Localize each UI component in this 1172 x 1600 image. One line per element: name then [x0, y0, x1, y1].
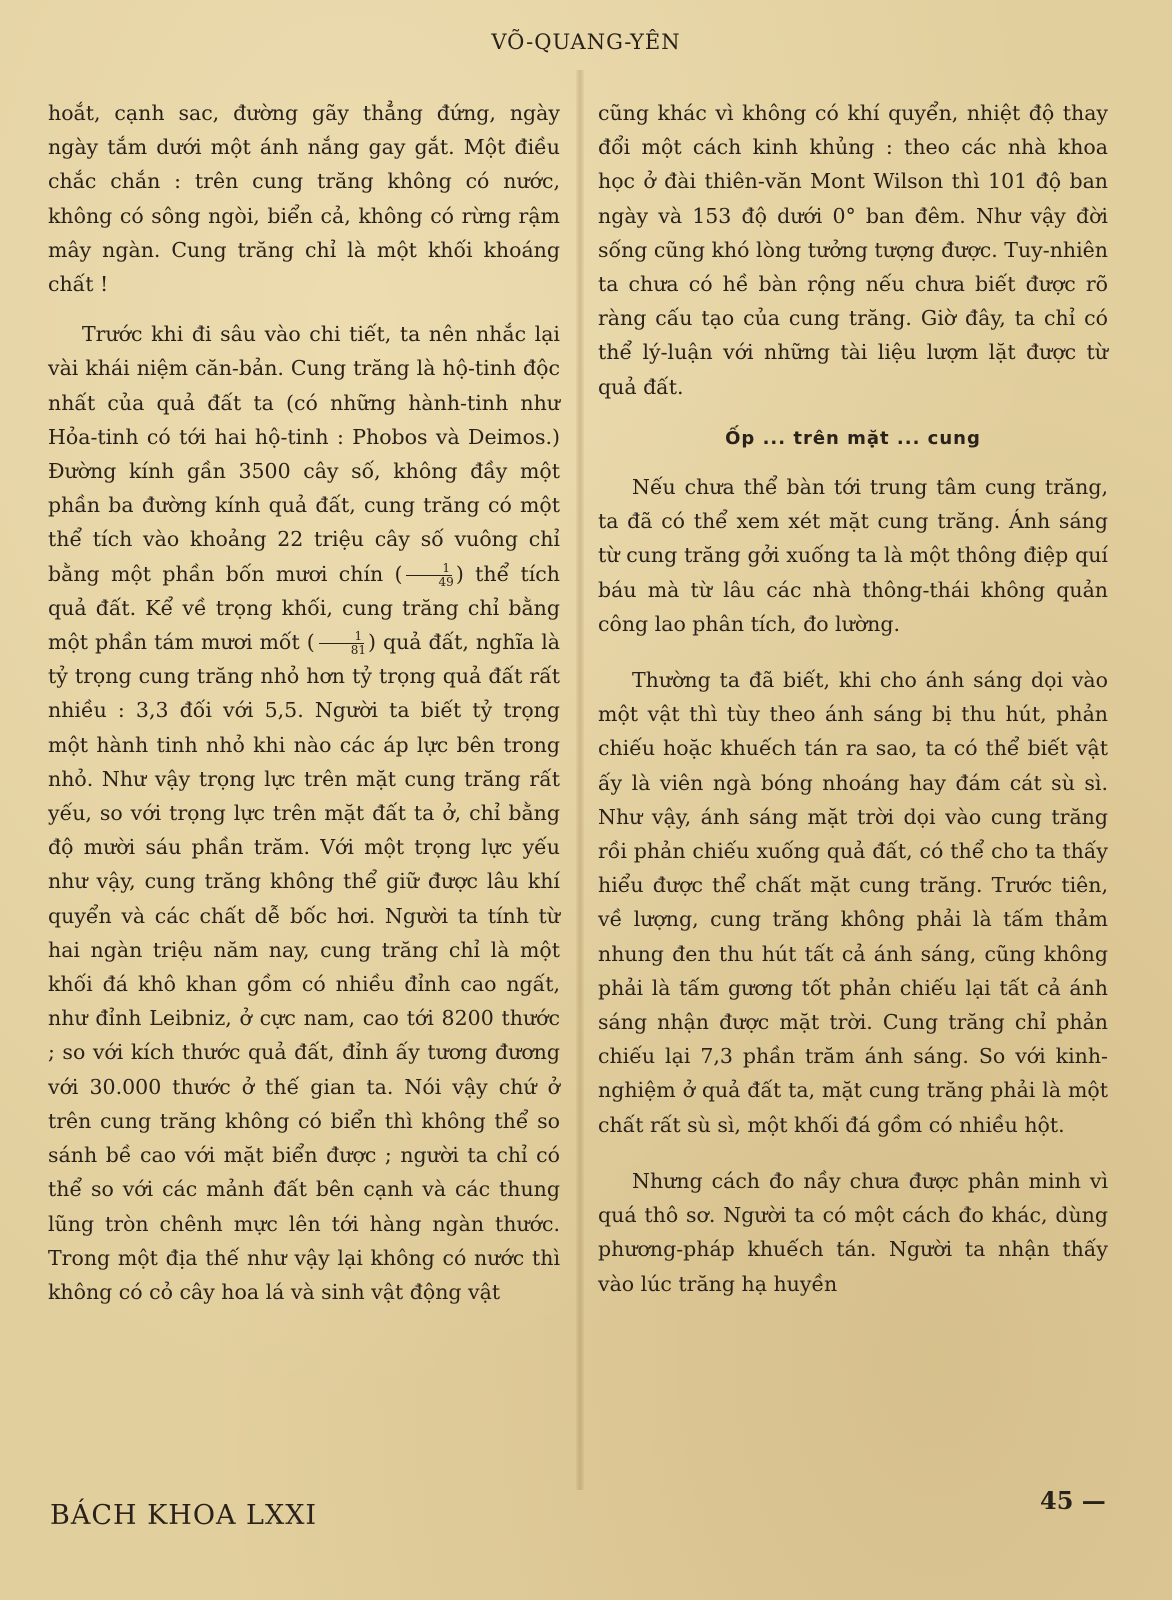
column-gutter	[576, 70, 584, 1490]
fraction-numerator: 1	[319, 630, 365, 644]
left-paragraph-2-part-a: Trước khi đi sâu vào chi tiết, ta nên nhắc lại vài khái niệm căn-bản. Cung trăng là hộ-tinh độc nhất của quả đất ta (có những hành-tinh như Hỏa-tinh có tới hai hộ-tinh : Phobos và Deimos.) Đường kính gần 3500 cây số, không đầy một phần ba đường kính quả đất, cung trăng có một thể tích vào khoảng 22 triệu cây số vuông chỉ bằng một phần bốn mươi chín (	[48, 322, 560, 586]
running-title: VÕ-QUANG-YÊN	[491, 30, 681, 54]
left-column	[48, 96, 560, 1309]
fraction-one-forty-ninth	[405, 562, 454, 589]
left-paragraph-1: hoắt, cạnh sac, đường gãy thẳng đứng, ngày ngày tắm dưới một ánh nắng gay gắt. Một điều chắc chắn : trên cung trăng không có nước, không có sông ngòi, biển cả, không có rừng rậm mây ngàn. Cung trăng chỉ là một khối khoáng chất !	[48, 101, 560, 297]
section-subheading: Ốp ... trên mặt ... cung	[725, 427, 981, 449]
page-number: 45 —	[1040, 1486, 1106, 1515]
fraction-one-eighty-first	[317, 630, 366, 657]
left-paragraph-2-part-b: ) thể tích quả đất. Kể về trọng khối, cung trăng chỉ bằng một phần tám mươi mốt (	[48, 561, 560, 655]
left-paragraph-2	[48, 317, 560, 1309]
fraction-denominator: 81	[350, 643, 366, 658]
right-paragraph-4: Nhưng cách đo nầy chưa được phân minh vì quá thô sơ. Người ta có một cách đo khác, dùng phương-pháp khuếch tán. Người ta nhận thấy vào lúc trăng hạ huyền	[598, 1168, 1108, 1296]
right-paragraph-1: cũng khác vì không có khí quyển, nhiệt độ thay đổi một cách kinh khủng : theo các nhà khoa học ở đài thiên-văn Mont Wilson thì 101 độ ban ngày và 153 độ dưới 0° ban đêm. Như vậy đời sống cũng khó lòng tưởng tượng được. Tuy-nhiên ta chưa có hề bàn rộng nếu chưa biết được rõ ràng cấu tạo của cung trăng. Giờ đây, ta chỉ có thể lý-luận với những tài liệu lượm lặt được từ quả đất.	[598, 101, 1108, 399]
fraction-numerator: 1	[406, 562, 452, 576]
left-paragraph-2-part-c: ) quả đất, nghĩa là tỷ trọng cung trăng nhỏ hơn tỷ trọng quả đất rất nhiều : 3,3 đối với 5,5. Người ta biết tỷ trọng một hành tinh nhỏ khi nào các áp lực bên trong nhỏ. Như vậy trọng lực trên mặt cung trăng rất yếu, so với trọng lực trên mặt đất ta ở, chỉ bằng độ mười sáu phần trăm. Với một trọng lực yếu như vậy, cung trăng không thể giữ được lâu khí quyển và các chất dễ bốc hơi. Người ta tính từ hai ngàn triệu năm nay, cung trăng chỉ là một khối đá khô khan gồm có nhiều đỉnh cao ngất, như đỉnh Leibniz, ở cực nam, cao tới 8200 thước ; so với kích thước quả đất, đỉnh ấy tương đương với 30.000 thước ở thế gian ta. Nói vậy chứ ở trên cung trăng không có biển thì không thể so sánh bề cao với mặt biển được ; người ta chỉ có thể so với các mảnh đất bên cạnh và các thung lũng tròn chênh mực lên tới hàng ngàn thước. Trong một địa thế như vậy lại không có nước thì không có cỏ cây hoa lá và sinh vật động vật	[48, 630, 560, 1304]
right-paragraph-2: Nếu chưa thể bàn tới trung tâm cung trăng, ta đã có thể xem xét mặt cung trăng. Ánh sáng từ cung trăng gởi xuống ta là một thông điệp quí báu mà từ lâu các nhà thông-thái không quản công lao phân tích, đo lường.	[598, 475, 1108, 636]
fraction-denominator: 49	[438, 574, 454, 589]
magazine-name: BÁCH KHOA LXXI	[50, 1500, 318, 1531]
right-paragraph-3: Thường ta đã biết, khi cho ánh sáng dọi vào một vật thì tùy theo ánh sáng bị thu hút, phản chiếu hoặc khuếch tán ra sao, ta có thể biết vật ấy là viên ngà bóng nhoáng hay đám cát sù sì. Như vậy, ánh sáng mặt trời dọi vào cung trăng rồi phản chiếu xuống quả đất, có thể cho ta thấy hiểu được thể chất mặt cung trăng. Trước tiên, về lượng, cung trăng không phải là tấm thảm nhung đen thu hút tất cả ánh sáng, cũng không phải là tấm gương tốt phản chiếu lại tất cả ánh sáng nhận được mặt trời. Cung trăng chỉ phản chiếu lại 7,3 phần trăm ánh sáng. So với kinh-nghiệm ở quả đất ta, mặt cung trăng phải là một chất rất sù sì, một khối đá gồm có nhiều hột.	[598, 668, 1108, 1137]
right-column	[598, 96, 1108, 1301]
